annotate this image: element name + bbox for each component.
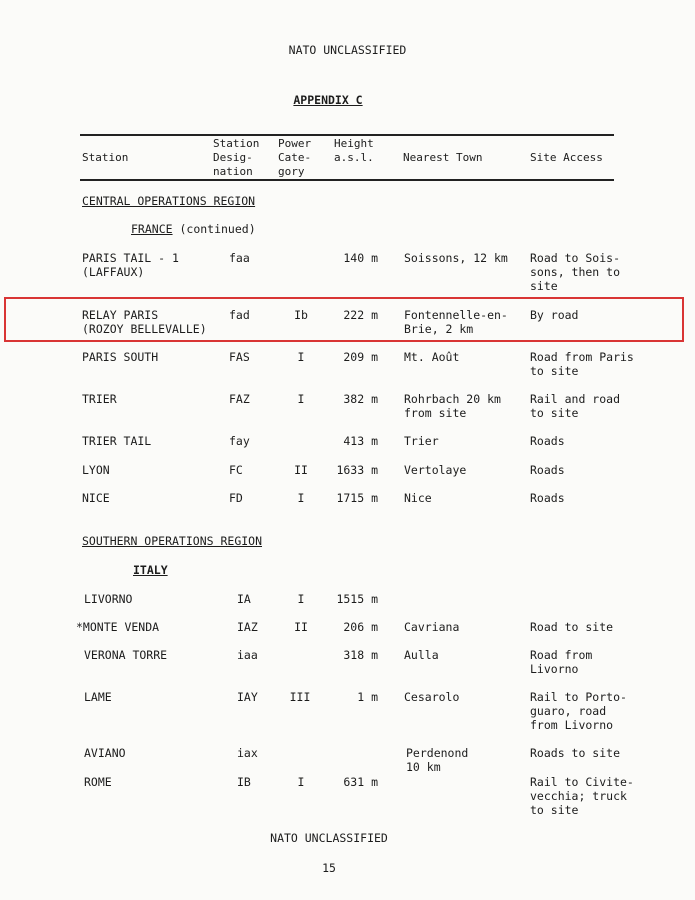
cell-height: 318 m (343, 648, 378, 662)
cell-power: I (297, 491, 305, 505)
highlight-box (4, 297, 684, 342)
cell-power: Ib (294, 308, 308, 322)
cell-station: TRIER (82, 392, 117, 406)
cell-designation: IB (237, 775, 251, 789)
region-title-central: CENTRAL OPERATIONS REGION (82, 194, 256, 208)
cell-power: I (297, 775, 305, 789)
cell-station: LAME (84, 690, 112, 704)
cell-station: NICE (82, 491, 110, 505)
cell-station: VERONA TORRE (84, 648, 168, 662)
col-header-access: Site Access (530, 151, 603, 164)
country-heading-france (131, 222, 256, 236)
cell-height: 222 m (343, 308, 378, 322)
cell-height: 140 m (343, 251, 378, 265)
cell-access: Roads (530, 491, 565, 505)
cell-designation: iaa (237, 648, 258, 662)
cell-station: ROME (84, 775, 112, 789)
col-header-designation: Station Desig- nation (213, 137, 260, 178)
cell-town: Mt. Août (404, 350, 460, 364)
cell-access: Roads to site (530, 746, 621, 760)
cell-station: PARIS SOUTH (82, 350, 159, 364)
cell-access: Rail to Civite- vecchia; truck to site (530, 775, 634, 817)
cell-designation: FD (229, 491, 243, 505)
cell-town: Fontennelle-en- Brie, 2 km (404, 308, 508, 336)
cell-height: 413 m (343, 434, 378, 448)
col-header-height: Height a.s.l. (334, 137, 374, 164)
table-top-rule (80, 134, 614, 136)
cell-station: LYON (82, 463, 110, 477)
cell-station: *MONTE VENDA (76, 620, 160, 634)
cell-station: PARIS TAIL - 1 (LAFFAUX) (82, 251, 179, 279)
country-continued-label: (continued) (172, 222, 256, 236)
cell-height: 1715 m (336, 491, 378, 505)
cell-designation: iax (237, 746, 258, 760)
cell-access: Road to Sois- sons, then to site (530, 251, 621, 293)
cell-height: 1 m (357, 690, 378, 704)
cell-station: LIVORNO (84, 592, 133, 606)
cell-height: 209 m (343, 350, 378, 364)
page-number: 15 (322, 861, 336, 875)
cell-town: Aulla (404, 648, 439, 662)
cell-designation: FC (229, 463, 243, 477)
cell-access: Rail to Porto- guaro, road from Livorno (530, 690, 627, 732)
cell-height: 382 m (343, 392, 378, 406)
cell-access: Road from Livorno (530, 648, 593, 676)
cell-power: I (297, 350, 305, 364)
cell-designation: IA (237, 592, 251, 606)
cell-town: Perdenond 10 km (406, 746, 469, 774)
footer-classification: NATO UNCLASSIFIED (270, 831, 388, 845)
country-name-italy: ITALY (133, 563, 168, 577)
appendix-title: APPENDIX C (293, 93, 363, 107)
cell-designation: fad (229, 308, 250, 322)
cell-town: Rohrbach 20 km from site (404, 392, 501, 420)
cell-designation: fay (229, 434, 250, 448)
cell-power: II (294, 463, 308, 477)
cell-town: Trier (404, 434, 439, 448)
cell-power: I (297, 592, 305, 606)
cell-height: 631 m (343, 775, 378, 789)
cell-station: RELAY PARIS (ROZOY BELLEVALLE) (82, 308, 207, 336)
cell-town: Cesarolo (404, 690, 460, 704)
table-header-rule (80, 179, 614, 181)
cell-designation: FAZ (229, 392, 250, 406)
cell-access: By road (530, 308, 579, 322)
cell-power: III (289, 690, 311, 704)
cell-access: Roads (530, 463, 565, 477)
col-header-town: Nearest Town (403, 151, 483, 164)
country-name-france: FRANCE (131, 222, 173, 236)
cell-station: TRIER TAIL (82, 434, 152, 448)
cell-designation: IAY (237, 690, 258, 704)
cell-access: Road from Paris to site (530, 350, 634, 378)
header-classification: NATO UNCLASSIFIED (288, 43, 407, 57)
cell-town: Nice (404, 491, 432, 505)
cell-height: 1515 m (336, 592, 378, 606)
cell-height: 206 m (343, 620, 378, 634)
cell-power: II (294, 620, 308, 634)
cell-height: 1633 m (336, 463, 378, 477)
cell-station: AVIANO (84, 746, 126, 760)
cell-access: Road to site (530, 620, 614, 634)
cell-town: Vertolaye (404, 463, 467, 477)
cell-designation: FAS (229, 350, 250, 364)
cell-power: I (297, 392, 305, 406)
col-header-station: Station (82, 151, 129, 164)
cell-town: Soissons, 12 km (404, 251, 508, 265)
cell-access: Roads (530, 434, 565, 448)
cell-access: Rail and road to site (530, 392, 621, 420)
col-header-power: Power Cate- gory (278, 137, 312, 178)
cell-designation: IAZ (237, 620, 258, 634)
cell-designation: faa (229, 251, 250, 265)
region-title-southern: SOUTHERN OPERATIONS REGION (82, 534, 263, 548)
cell-town: Cavriana (404, 620, 460, 634)
